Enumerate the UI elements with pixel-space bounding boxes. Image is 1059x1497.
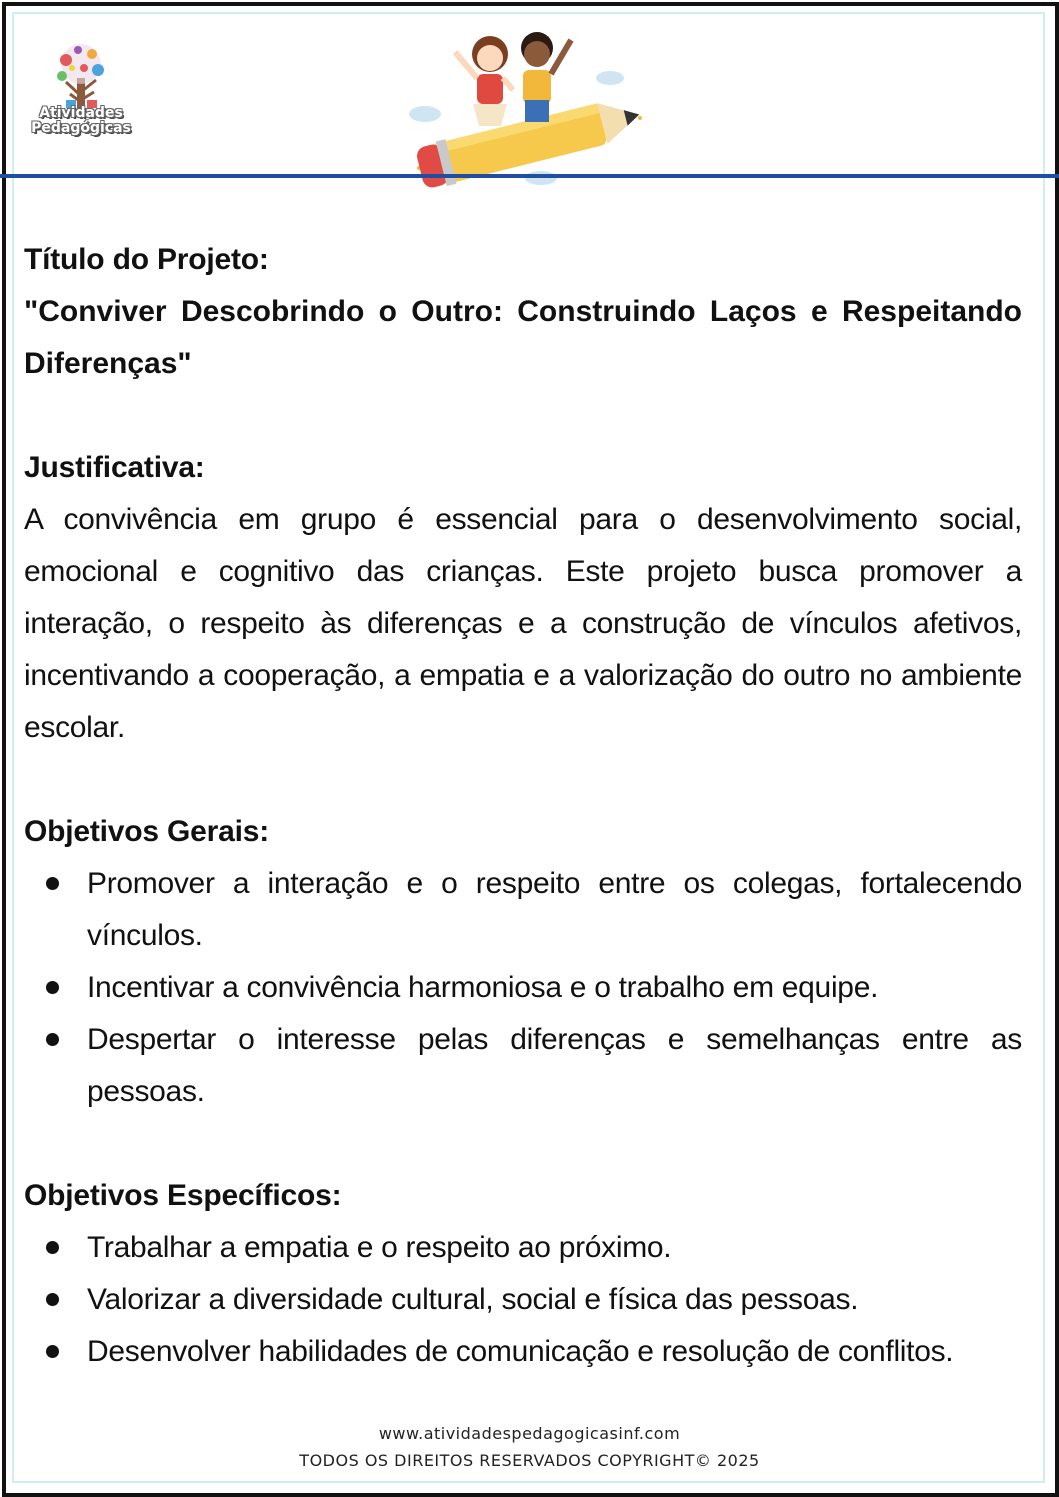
list-item-text: Promover a interação e o respeito entre os colegas, fortalecendo vínculos. xyxy=(87,867,1022,952)
list-item xyxy=(24,1326,1022,1378)
logo-text-line1: Atividades xyxy=(39,105,123,121)
list-item xyxy=(24,1014,1022,1118)
list-item xyxy=(24,962,1022,1014)
bullet-icon xyxy=(46,877,59,890)
bullet-icon xyxy=(46,981,59,994)
list-item-text: Desenvolver habilidades de comunicação e resolução de conflitos. xyxy=(87,1335,954,1368)
header-divider xyxy=(0,174,1059,178)
justificativa-text: A convivência em grupo é essencial para o desenvolvimento social, emocional e cognitivo das crianças. Este projeto busca promover a interação, o respeito às diferenças e a construção de vínculos afetivos, incentivando a cooperação, a empatia e a valorização do outro no ambiente escolar. xyxy=(24,503,1022,744)
justificativa-label: Justificativa: xyxy=(24,451,205,484)
logo xyxy=(26,38,136,148)
list-item xyxy=(24,1274,1022,1326)
list-item-text: Incentivar a convivência harmoniosa e o trabalho em equipe. xyxy=(87,971,879,1004)
objetivos-gerais-label: Objetivos Gerais: xyxy=(24,815,270,848)
list-item xyxy=(24,1222,1022,1274)
bullet-icon xyxy=(46,1241,59,1254)
list-item-text: Valorizar a diversidade cultural, social e física das pessoas. xyxy=(87,1283,859,1316)
objetivos-gerais-list xyxy=(24,858,1022,1118)
spacer xyxy=(24,754,1022,806)
list-item xyxy=(24,858,1022,962)
list-item-text: Despertar o interesse pelas diferenças e semelhanças entre as pessoas. xyxy=(87,1023,1022,1108)
project-title: "Conviver Descobrindo o Outro: Construindo Laços e Respeitando Diferenças" xyxy=(24,295,1022,380)
children-on-pencil-illustration xyxy=(395,14,655,196)
list-item-text: Trabalhar a empatia e o respeito ao próximo. xyxy=(87,1231,672,1264)
footer-url[interactable]: www.atividadespedagogicasinf.com xyxy=(378,1424,681,1443)
footer-copyright: TODOS OS DIREITOS RESERVADOS COPYRIGHT© 2025 xyxy=(299,1451,760,1470)
logo-text-line2: Pedagógicas xyxy=(31,120,131,136)
project-title-label: Título do Projeto: xyxy=(24,243,269,276)
spacer xyxy=(24,1118,1022,1170)
objetivos-especificos-label: Objetivos Específicos: xyxy=(24,1179,342,1212)
bullet-icon xyxy=(46,1345,59,1358)
spacer xyxy=(24,390,1022,442)
bullet-icon xyxy=(46,1293,59,1306)
document-body xyxy=(24,234,1022,1378)
logo-text xyxy=(26,106,136,136)
objetivos-especificos-list xyxy=(24,1222,1022,1378)
bullet-icon xyxy=(46,1033,59,1046)
